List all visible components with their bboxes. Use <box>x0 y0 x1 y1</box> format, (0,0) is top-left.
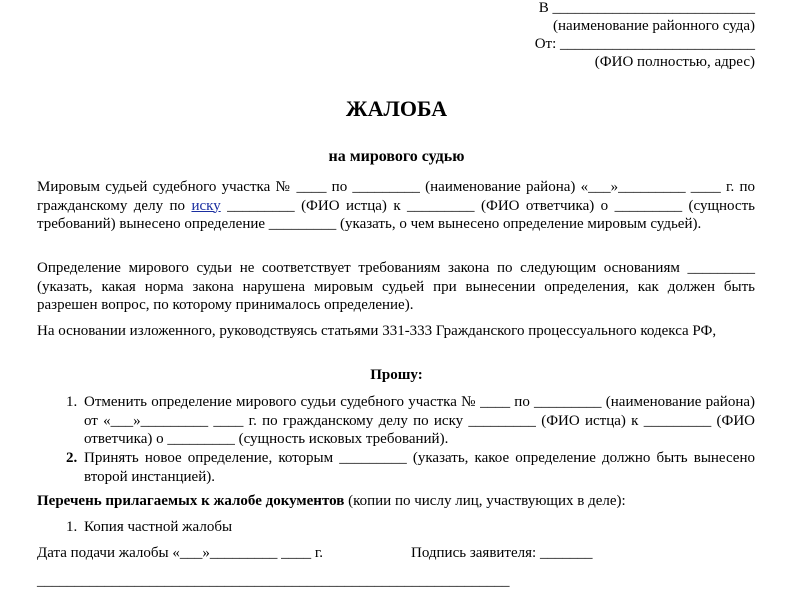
paragraph-facts-text-2: _________ (ФИО истца) к _________ (ФИО ответчика) о _________ (сущность требований) вынесено определение _________ (указать, о чем вынесено определение мировым судьей). <box>37 197 755 233</box>
claim-link[interactable]: иску <box>191 197 221 214</box>
court-caption: (наименование районного суда) <box>553 18 755 34</box>
document-subtitle: на мирового судью <box>328 148 465 165</box>
request-item-2: Принять новое определение, которым _________ (указать, какое определение должно быть вынесено второй инстанцией). <box>84 450 755 485</box>
from-caption: (ФИО полностью, адрес) <box>594 54 755 70</box>
attachments-title-rest: (копии по числу лиц, участвующих в деле): <box>344 493 626 509</box>
request-item-1: Отменить определение мирового судьи судебного участка № ____ по _________ (наименование района) от «___»_________ ____ г. по гражданскому делу по иску _________ (ФИО истца) к _________ (ФИО ответчика) о _________ (сущность исковых требований). <box>84 394 755 448</box>
paragraph-basis: На основании изложенного, руководствуясь статьями 331-333 Гражданского процессуального кодекса РФ, <box>37 323 717 339</box>
attachment-number-1: 1. <box>66 519 78 535</box>
document-title: ЖАЛОБА <box>345 96 448 121</box>
applicant-signature: Подпись заявителя: _______ <box>411 545 593 561</box>
request-number-1: 1. <box>66 394 78 410</box>
from-line: От: __________________________ <box>534 36 755 52</box>
paragraph-facts <box>37 178 755 234</box>
footer-line: _______________________________________________________________ <box>37 573 510 589</box>
request-title: Прошу: <box>370 367 423 383</box>
attachments-title-bold: Перечень прилагаемых к жалобе документов <box>37 493 345 509</box>
request-number-2: 2. <box>66 450 78 466</box>
attachments-title <box>37 493 626 510</box>
paragraph-facts-text-1: Мировым судьей судебного участка № ____ по _________ (наименование района) «___»_________ ____ г. по гражданскому делу по <box>37 179 755 214</box>
attachment-item-1: Копия частной жалобы <box>84 519 233 535</box>
filing-date: Дата подачи жалобы «___»_________ ____ г. <box>37 545 324 561</box>
court-line: В ___________________________ <box>538 0 755 16</box>
paragraph-grounds: Определение мирового судьи не соответствует требованиям закона по следующим основаниям _________ (указать, какая норма закона нарушена мировым судьей при вынесении определения, как должен быть разрешен вопрос, по которому принималось определение). <box>37 260 755 314</box>
